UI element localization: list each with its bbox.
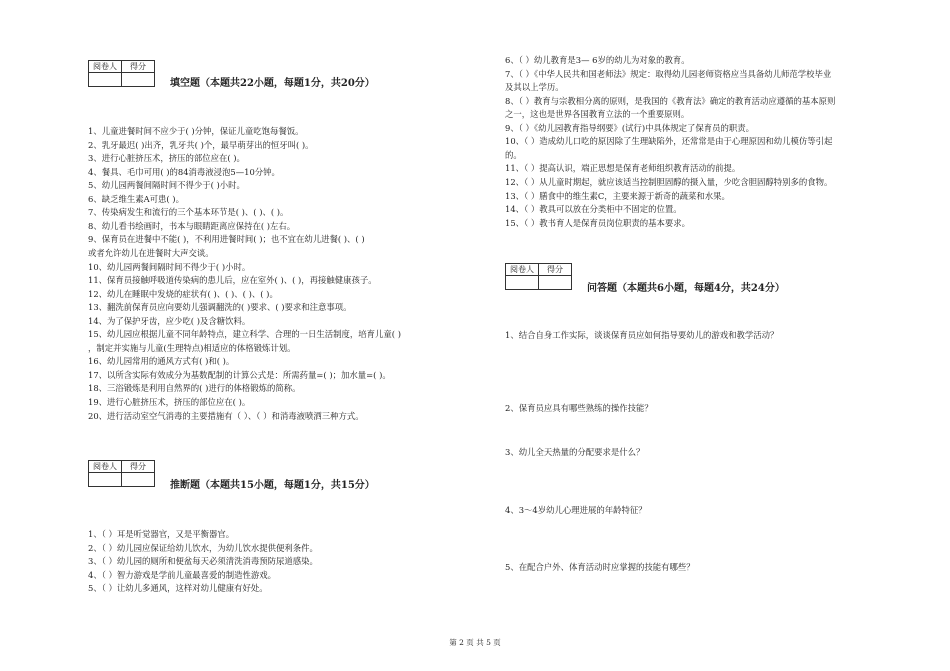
section-title-judge: 推断题（本题共15小题，每题1分，共15分） [170,480,375,491]
score-box [505,263,572,290]
question-line: 10、幼儿园两餐间隔时间不得少于( )小时。 [88,261,251,272]
section-title-qa: 问答题（本题共6小题，每题4分，共24分） [587,283,785,294]
score-label: 得分 [122,461,155,473]
question-line: 13、翻洗前保育员应向要幼儿强调翻洗的( )要求、( )要求和注意事项。 [88,302,352,313]
question-line: ，制定并实施与儿童(生理特点)相适应的体格锻炼计划。 [88,342,296,353]
question-line: 5、（ ）让幼儿多通风，这样对幼儿健康有好处。 [88,583,268,594]
question-line: 或者允许幼儿在进餐时大声交谈。 [88,247,214,258]
question-line: 9、保育员在进餐中不能( )，不利用进餐时间( )；也不宜在幼儿进餐( )、( ) [88,234,365,245]
question-line: 2、保育员应具有哪些熟练的操作技能？ [505,403,653,413]
question-line: 7、传染病发生和流行的三个基本环节是( )、( )、( )。 [88,207,289,218]
question-line: 5、幼儿园两餐间隔时间不得少于( )小时。 [88,180,245,191]
question-line: 9、（ ）《幼儿园教育指导纲要》(试行)中具体规定了保育员的职责。 [505,122,755,133]
question-line: 10、（ ）造成幼儿口吃的原因除了生理缺陷外，还常常是由于心理原因和幼儿模仿等引起 [505,136,833,147]
question-line: 15、（ ）教书育人是保育员岗位职责的基本要求。 [505,217,690,228]
reviewer-label: 阅卷人 [89,461,122,473]
question-line: 8、（ ）教育与宗教相分离的原则，是我国的《教育法》确定的教育活动应遵循的基本原则 [505,95,836,106]
question-line: 12、幼儿在睡眠中发烧的症状有( )、( )、( )、( )。 [88,288,278,299]
question-line: 之一，这也是世界各国教育立法的一个重要原则。 [505,109,690,120]
question-line: 4、3～4岁幼儿心理进展的年龄特征？ [505,505,647,515]
question-line: 6、缺乏维生素A可患( )。 [88,193,184,204]
page-footer: 第 2 页 共 5 页 [449,638,501,647]
question-line: 14、为了保护牙齿，应少吃( )及含糖饮料。 [88,315,251,326]
question-line: 2、乳牙最迟( )出齐，乳牙共( )个，最早萌芽出的恒牙叫( )。 [88,139,314,150]
question-line: 18、三浴锻炼是利用自然界的( )进行的体格锻炼的简称。 [88,383,301,394]
question-line: 3、进行心脏挤压术，挤压的部位应在( )。 [88,153,245,164]
question-line: 3、（ ）幼儿园的厕所和便盆每天必须清洗消毒预防尿道感染。 [88,556,318,567]
question-line: 4、（ ）智力游戏是学前儿童最喜爱的制造性游戏。 [88,569,277,580]
reviewer-label: 阅卷人 [506,264,539,276]
score-box [88,460,155,487]
question-line: 17、以所含实际有效成分为基数配制的计算公式是：所需药量=( )；加水量=( )。 [88,369,391,380]
question-line: 6、（ ）幼儿教育是3— 6岁的幼儿为对象的教育。 [505,55,690,65]
question-line: 1、儿童进餐时间不应少于( )分钟，保证儿童吃饱每餐饭。 [88,126,304,136]
score-label: 得分 [539,264,572,276]
section-title-fill: 填空题（本题共22小题，每题1分，共20分） [170,78,375,89]
score-box [88,60,155,87]
question-line: 14、（ ）教具可以放在分类柜中不固定的位置。 [505,204,682,215]
question-line: 1、结合自身工作实际，谈谈保育员应如何指导要幼儿的游戏和教学活动？ [505,330,779,340]
question-line: 及其以上学历。 [505,82,564,93]
question-line: 5、在配合户外、体育活动时应掌握的技能有哪些？ [505,562,695,572]
question-line: 11、保育员接触呼吸道传染病的患儿后，应在室外( )、( )，再接触健康孩子。 [88,275,377,286]
question-line: 16、幼儿园常用的通风方式有( )和( )。 [88,356,235,367]
reviewer-label: 阅卷人 [89,61,122,73]
question-line: 1、（ ）耳是听觉器官，又是平衡器官。 [88,529,235,539]
score-label: 得分 [122,61,155,73]
question-line: 12、（ ）从儿童时期起，就应该适当控制胆固醇的摄入量，少吃含胆固醇特别多的食物。 [505,176,833,187]
question-line: 2、（ ）幼儿园应保证给幼儿饮水，为幼儿饮水提供便利条件。 [88,542,318,553]
question-line: 4、餐具、毛巾可用( )的84消毒液浸泡5—10分钟。 [88,166,280,177]
question-line: 3、幼儿全天热量的分配要求是什么？ [505,447,645,457]
question-line: 19、进行心脏挤压术，挤压的部位应在( )。 [88,397,251,407]
question-line: 13、（ ）膳食中的维生素C，主要来源于新奇的蔬菜和水果。 [505,190,730,201]
question-line: 7、（ ）《中华人民共和国老师法》规定：取得幼儿园老师资格应当具备幼儿师范学校毕业 [505,68,832,79]
question-line: 15、幼儿园应根据儿童不同年龄特点，建立科学、合理的一日生活制度，培育儿童( ) [88,329,401,340]
question-line: 8、幼儿看书绘画时，书本与眼睛距离应保持在( )左右。 [88,220,296,231]
question-line: 11、（ ）提高认识，端正思想是保育老师组织教育活动的前提。 [505,163,741,174]
question-line: 的。 [505,149,522,160]
question-line: 20、进行活动室空气消毒的主要措施有（ ）、（ ）和消毒液喷洒三种方式。 [88,410,364,421]
